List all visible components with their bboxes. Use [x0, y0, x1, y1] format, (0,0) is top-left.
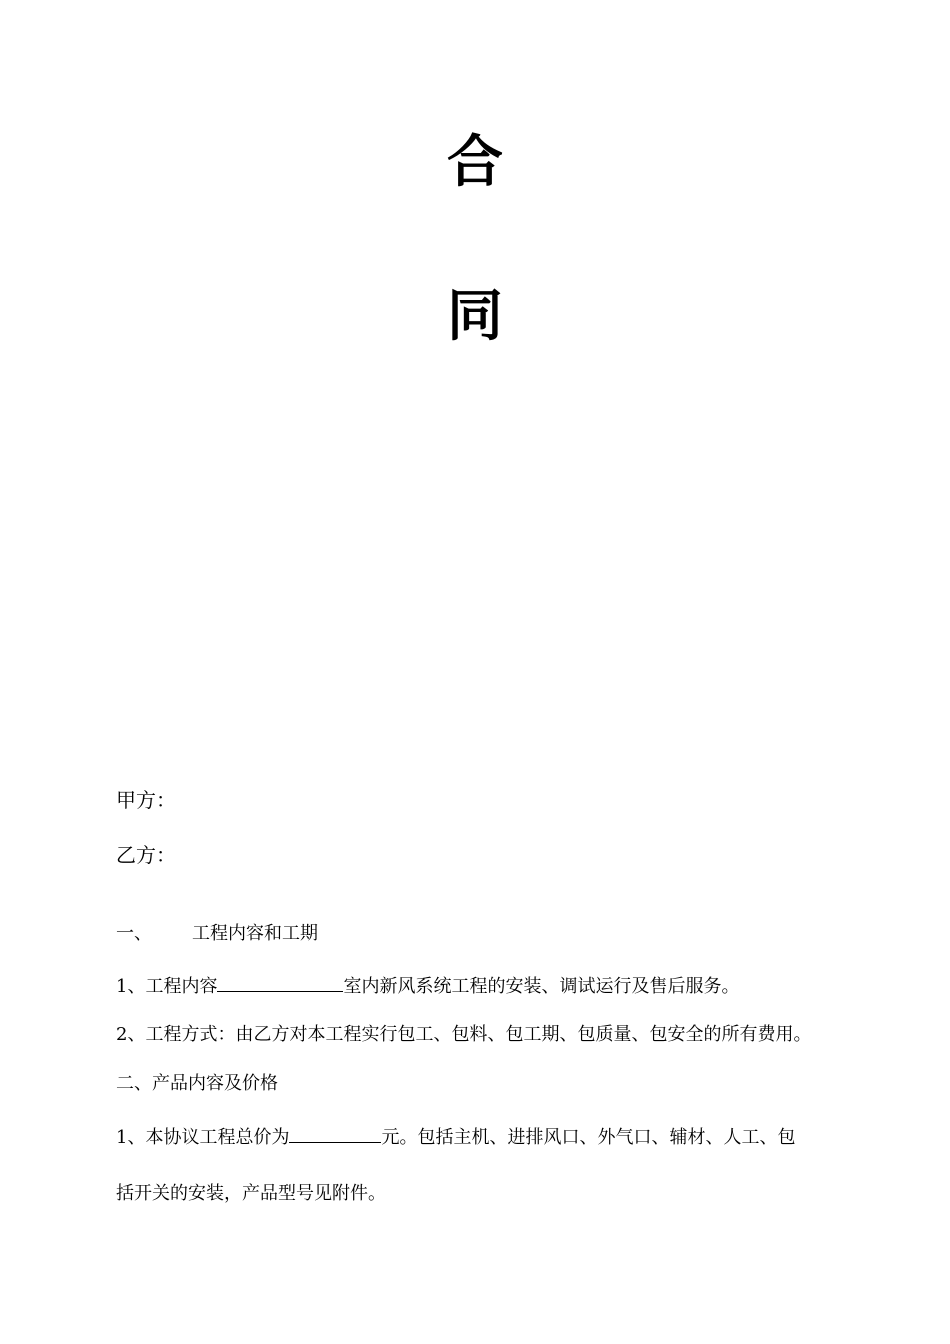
section1-heading-line [116, 922, 318, 946]
section2-heading: 二、产品内容及价格 [116, 1073, 278, 1094]
total-price-blank[interactable] [289, 1124, 381, 1143]
section1-item1-prefix: 1、工程内容 [116, 976, 218, 997]
section1-heading: 工程内容和工期 [192, 923, 318, 944]
section1-number: 一、 [116, 923, 152, 944]
section2-item1-continued: 括开关的安装，产品型号见附件。 [116, 1183, 386, 1204]
section2-item1-prefix: 1、本协议工程总价为 [116, 1127, 290, 1148]
section2-item1-suffix: 元。包括主机、进排风口、外气口、辅材、人工、包 [381, 1127, 796, 1148]
party-b-label: 乙方： [116, 843, 176, 867]
section1-item2: 2、工程方式：由乙方对本工程实行包工、包料、包工期、包质量、包安全的所有费用。 [116, 1024, 812, 1045]
section1-item1-suffix: 室内新风系统工程的安装、调试运行及售后服务。 [343, 976, 740, 997]
title-char-1: 合 [447, 129, 503, 195]
title-char-2: 同 [447, 283, 503, 349]
section1-item1 [116, 973, 739, 999]
party-a-label: 甲方： [116, 788, 176, 812]
section2-item1 [116, 1124, 795, 1150]
project-content-blank[interactable] [217, 973, 343, 992]
